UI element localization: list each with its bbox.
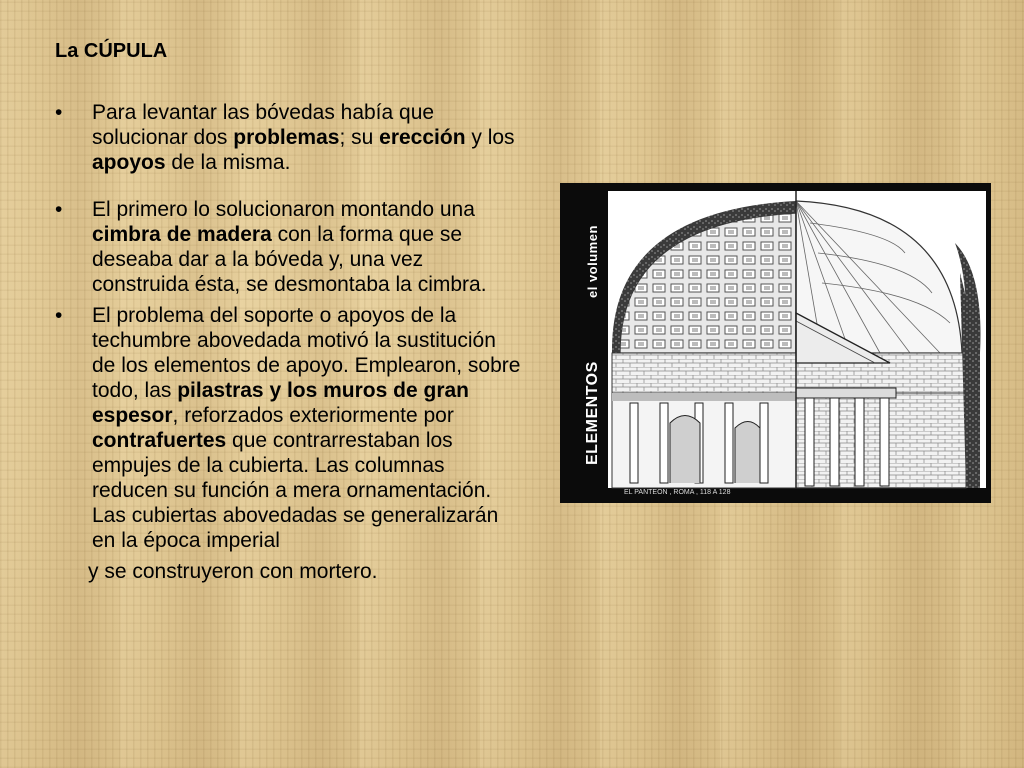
bold-run: erección bbox=[379, 126, 466, 149]
bullet-marker: • bbox=[55, 304, 63, 327]
continuation-text: y se construyeron con mortero. bbox=[88, 560, 378, 583]
bold-run: problemas bbox=[233, 126, 340, 149]
text-run: El problema del soporte o apoyos de la techumbre abovedada motivó la sustitución de los elementos de apoyo. Emplearon, sobre todo, las bbox=[92, 304, 521, 402]
bullet-text bbox=[92, 303, 525, 553]
pantheon-illustration bbox=[560, 183, 991, 503]
bold-run: apoyos bbox=[92, 151, 166, 174]
bullet-text bbox=[92, 197, 525, 297]
text-run: que contrarrestaban los empujes de la cubierta. Las columnas reducen su función a mera ornamentación. Las cubiertas abovedadas se generalizarán en la época imperial bbox=[92, 429, 499, 552]
figure-caption: EL PANTEON , ROMA , 118 A 128 bbox=[624, 489, 731, 496]
text-run: y los bbox=[465, 126, 515, 149]
bullet-item bbox=[55, 303, 525, 553]
bullet-marker: • bbox=[55, 198, 63, 221]
slide-title: La CÚPULA bbox=[55, 40, 168, 62]
text-run: con la forma que se deseaba dar a la bóveda y, una vez construida ésta, se desmontaba la cimbra. bbox=[92, 223, 487, 296]
continuation-line bbox=[55, 559, 525, 584]
text-block bbox=[55, 100, 525, 584]
drum-left bbox=[612, 353, 796, 393]
label-elementos: ELEMENTOS bbox=[584, 361, 601, 465]
text-run: de la misma. bbox=[165, 151, 291, 174]
bullet-text bbox=[92, 100, 525, 175]
bullet-marker: • bbox=[55, 101, 63, 124]
label-el-volumen: el volumen bbox=[585, 225, 600, 298]
bold-run: cimbra de madera bbox=[92, 223, 272, 246]
bold-run: pilastras y los muros de gran espesor bbox=[92, 379, 469, 427]
bold-run: contrafuertes bbox=[92, 429, 227, 452]
bullet-item bbox=[55, 197, 525, 297]
text-run: ; su bbox=[339, 126, 380, 149]
text-run: El primero lo solucionaron montando una bbox=[92, 198, 475, 221]
bullet-item bbox=[55, 100, 525, 175]
text-run: Para levantar las bóvedas había que solucionar dos bbox=[92, 101, 435, 149]
text-run: , reforzados exteriormente por bbox=[172, 404, 454, 427]
pantheon-figure bbox=[560, 183, 991, 503]
